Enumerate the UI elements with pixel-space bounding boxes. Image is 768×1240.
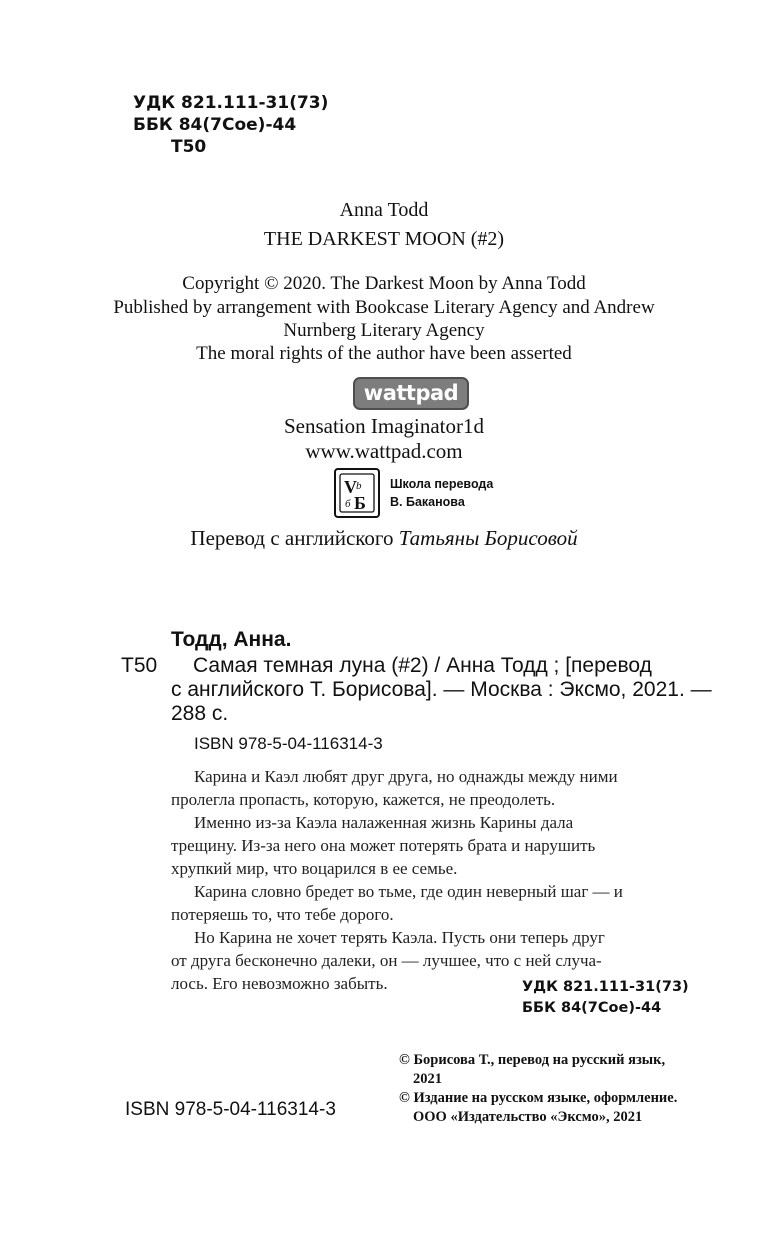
footer-udk-code: УДК 821.111-31(73) <box>522 979 689 995</box>
udk-code: УДК 821.111-31(73) <box>133 93 329 113</box>
translation-prefix: Перевод с английского <box>190 526 394 550</box>
bib-line-2: с английского Т. Борисова]. — Москва : Эксмо, 2021. — <box>171 678 712 701</box>
annotation-line-6: Карина словно бредет во тьме, где один неверный шаг — и <box>194 882 623 901</box>
bbk-code: ББК 84(7Сое)-44 <box>133 115 297 135</box>
bib-line-1: Самая темная луна (#2) / Анна Тодд ; [перевод <box>193 654 652 677</box>
annotation-line-9: от друга бесконечно далеки, он — лучшее, что с ней случа- <box>171 951 602 970</box>
vb-school-logo-icon <box>331 467 383 519</box>
school-logo-line-1: Школа перевода <box>390 477 494 491</box>
rights-line-3: Nurnberg Literary Agency <box>283 320 485 341</box>
annotation-line-3: Именно из-за Каэла налаженная жизнь Карины дала <box>194 813 574 832</box>
annotation-line-7: потеряешь то, что тебе дорого. <box>171 905 394 924</box>
annotation-line-5: хрупкий мир, что воцарился в ее семье. <box>171 859 458 878</box>
copyright-line-1: © Борисова Т., перевод на русский язык, <box>399 1052 666 1068</box>
translator-name: Татьяны Борисовой <box>398 526 578 550</box>
annotation-line-8: Но Карина не хочет терять Каэла. Пусть они теперь друг <box>194 928 605 947</box>
school-logo-line-2: В. Баканова <box>390 495 465 509</box>
copyright-line-3: © Издание на русском языке, оформление. <box>399 1090 678 1106</box>
rights-line-1: Copyright © 2020. The Darkest Moon by Anna Todd <box>182 273 586 294</box>
copyright-line-4: ООО «Издательство «Эксмо», 2021 <box>413 1109 643 1125</box>
copyright-line-2: 2021 <box>413 1071 442 1087</box>
annotation-line-10: лось. Его невозможно забыть. <box>171 974 388 993</box>
wattpad-imprint: Sensation Imaginator1d <box>283 414 485 438</box>
annotation-line-2: пролегла пропасть, которую, кажется, не преодолеть. <box>171 790 556 809</box>
author-mark: Т50 <box>171 137 207 157</box>
rights-line-4: The moral rights of the author have been asserted <box>196 343 572 364</box>
annotation-line-4: трещину. Из-за него она может потерять брата и нарушить <box>171 836 596 855</box>
wattpad-url: www.wattpad.com <box>305 439 463 463</box>
rights-line-2: Published by arrangement with Bookcase Literary Agency and Andrew <box>113 297 655 318</box>
bib-line-3: 288 с. <box>171 702 229 725</box>
svg-text:б: б <box>345 498 351 510</box>
bib-author: Тодд, Анна. <box>171 628 292 651</box>
bib-mark: Т50 <box>121 654 158 677</box>
original-title: THE DARKEST MOON (#2) <box>263 228 505 250</box>
original-author: Anna Todd <box>339 199 429 221</box>
svg-text:Б: Б <box>354 493 366 513</box>
wattpad-logo-text: wattpad <box>363 381 459 405</box>
svg-text:V: V <box>344 477 357 497</box>
svg-text:b: b <box>356 480 362 492</box>
wattpad-logo <box>353 377 469 410</box>
annotation-line-1: Карина и Каэл любят друг друга, но однажды между ними <box>194 767 618 786</box>
footer-isbn: ISBN 978-5-04-116314-3 <box>125 1099 336 1120</box>
footer-bbk-code: ББК 84(7Сое)-44 <box>522 1000 662 1016</box>
bib-isbn: ISBN 978-5-04-116314-3 <box>194 734 383 753</box>
translation-line <box>0 526 768 551</box>
